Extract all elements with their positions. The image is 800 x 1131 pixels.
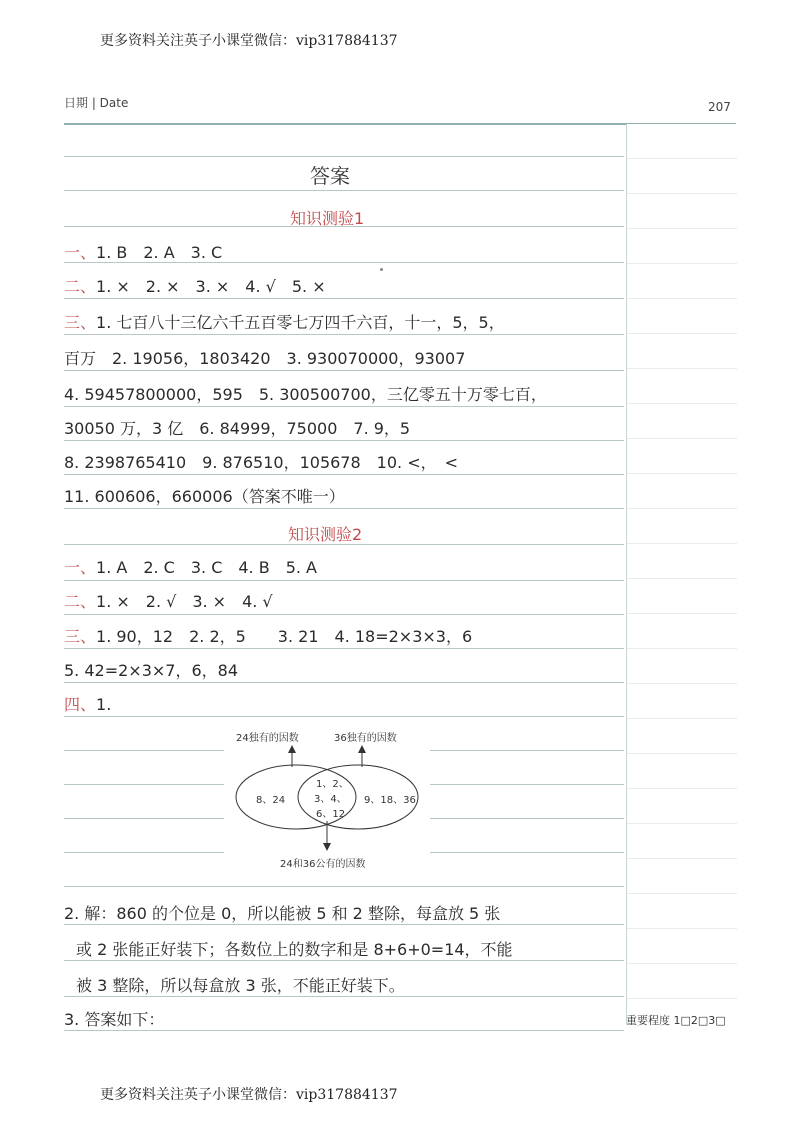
page-title: 答案 bbox=[310, 164, 350, 188]
quiz2-row-1 bbox=[64, 558, 317, 578]
rule-line bbox=[64, 508, 624, 509]
quiz1-row-6 bbox=[64, 419, 410, 439]
rule-line bbox=[64, 784, 224, 785]
rule-line bbox=[64, 886, 624, 887]
rule-line bbox=[64, 750, 224, 751]
venn-label-bottom: 24和36公有的因数 bbox=[280, 859, 366, 870]
quiz1-row-1 bbox=[64, 243, 222, 263]
rule-line bbox=[64, 996, 624, 997]
venn-common-line1: 1、2、 bbox=[316, 779, 349, 790]
row-text: 1. bbox=[96, 695, 112, 714]
page-number: 207 bbox=[708, 100, 731, 114]
rule-line bbox=[64, 334, 624, 335]
row-label: 二、 bbox=[64, 592, 97, 611]
rule-line bbox=[64, 960, 624, 961]
quiz1-row-8 bbox=[64, 487, 345, 507]
rule-line bbox=[64, 298, 624, 299]
rule-line bbox=[64, 370, 624, 371]
rule-line bbox=[64, 924, 624, 925]
venn-common-line3: 6、12 bbox=[316, 809, 346, 820]
venn-label-left: 24独有的因数 bbox=[236, 733, 299, 744]
quiz1-row-5 bbox=[64, 385, 547, 405]
venn-diagram bbox=[228, 725, 428, 875]
importance-rating: 重要程度 1□2□3□ bbox=[626, 1014, 726, 1027]
rule-line bbox=[430, 818, 624, 819]
header-note: 更多资料关注英子小课堂微信：vip317884137 bbox=[100, 33, 398, 49]
arrow-head-icon bbox=[288, 745, 296, 753]
row-label: 一、 bbox=[64, 243, 97, 262]
row-text: 1. × 2. √ 3. × 4. √ bbox=[96, 592, 273, 611]
rule-line bbox=[64, 1030, 624, 1031]
row-label: 二、 bbox=[64, 277, 97, 296]
row-text: 1. × 2. × 3. × 4. √ 5. × bbox=[96, 277, 326, 296]
rule-line bbox=[64, 474, 624, 475]
row-label: 四、 bbox=[64, 695, 97, 714]
row-label: 三、 bbox=[64, 627, 97, 646]
rule-line bbox=[64, 580, 624, 581]
venn-label-right: 36独有的因数 bbox=[334, 733, 397, 744]
quiz1-row-3 bbox=[64, 313, 505, 333]
arrow-head-icon bbox=[358, 745, 366, 753]
row-text: 1. 90，12 2. 2，5 3. 21 4. 18=2×3×3，6 bbox=[96, 627, 473, 646]
rule-line bbox=[64, 682, 624, 683]
quiz2-row-5 bbox=[64, 695, 111, 715]
venn-common-line2: 3、4、 bbox=[314, 794, 347, 805]
rule-line bbox=[64, 818, 224, 819]
solution-line-1: 2. 解：860 的个位是 0，所以能被 5 和 2 整除，每盒放 5 张 bbox=[64, 904, 501, 923]
footer-note: 更多资料关注英子小课堂微信：vip317884137 bbox=[100, 1087, 398, 1103]
row-text: 1. B 2. A 3. C bbox=[96, 243, 223, 262]
rule-line bbox=[64, 852, 224, 853]
row-text: 8. 2398765410 9. 876510，105678 10. <， < bbox=[64, 453, 459, 472]
row-label: 一、 bbox=[64, 558, 97, 577]
solution-line-3: 被 3 整除，所以每盒放 3 张，不能正好装下。 bbox=[76, 976, 405, 995]
rule-line bbox=[64, 406, 624, 407]
quiz1-row-4 bbox=[64, 349, 465, 369]
rule-line bbox=[430, 852, 624, 853]
quiz2-row-3 bbox=[64, 627, 472, 647]
row-text: 5. 42=2×3×7，6，84 bbox=[64, 661, 239, 680]
row-text: 30050 万，3 亿 6. 84999，75000 7. 9，5 bbox=[64, 419, 411, 438]
row-label: 三、 bbox=[64, 313, 97, 332]
rule-line bbox=[430, 750, 624, 751]
quiz1-heading: 知识测验1 bbox=[290, 209, 365, 228]
quiz2-heading: 知识测验2 bbox=[288, 525, 363, 544]
row-text: 11. 600606，660006（答案不唯一） bbox=[64, 487, 345, 506]
pen-mark bbox=[380, 268, 383, 271]
row-text: 1. 七百八十三亿六千五百零七万四千六百，十一，5，5， bbox=[96, 313, 505, 332]
row-text: 百万 2. 19056，1803420 3. 930070000，93007 bbox=[64, 349, 466, 368]
rule-line bbox=[64, 716, 624, 717]
row-text: 4. 59457800000，595 5. 300500700，三亿零五十万零七百， bbox=[64, 385, 547, 404]
arrow-head-icon bbox=[323, 843, 331, 851]
venn-left-values: 8、24 bbox=[256, 795, 286, 806]
solution-line-2: 或 2 张能正好装下；各数位上的数字和是 8+6+0=14，不能 bbox=[76, 940, 513, 959]
row-text: 1. A 2. C 3. C 4. B 5. A bbox=[96, 558, 317, 577]
date-label: 日期 | Date bbox=[64, 96, 129, 110]
quiz1-row-2 bbox=[64, 277, 326, 297]
quiz2-row-2 bbox=[64, 592, 273, 612]
rule-line bbox=[64, 156, 624, 157]
rule-line bbox=[64, 648, 624, 649]
rule-line bbox=[64, 190, 624, 191]
venn-right-values: 9、18、36 bbox=[364, 795, 416, 806]
rule-line bbox=[64, 440, 624, 441]
quiz2-row-4 bbox=[64, 661, 238, 681]
rule-line bbox=[430, 784, 624, 785]
rule-line bbox=[64, 614, 624, 615]
margin-column bbox=[626, 124, 737, 1024]
solution-line-4: 3. 答案如下： bbox=[64, 1010, 165, 1029]
quiz1-row-7 bbox=[64, 453, 458, 473]
